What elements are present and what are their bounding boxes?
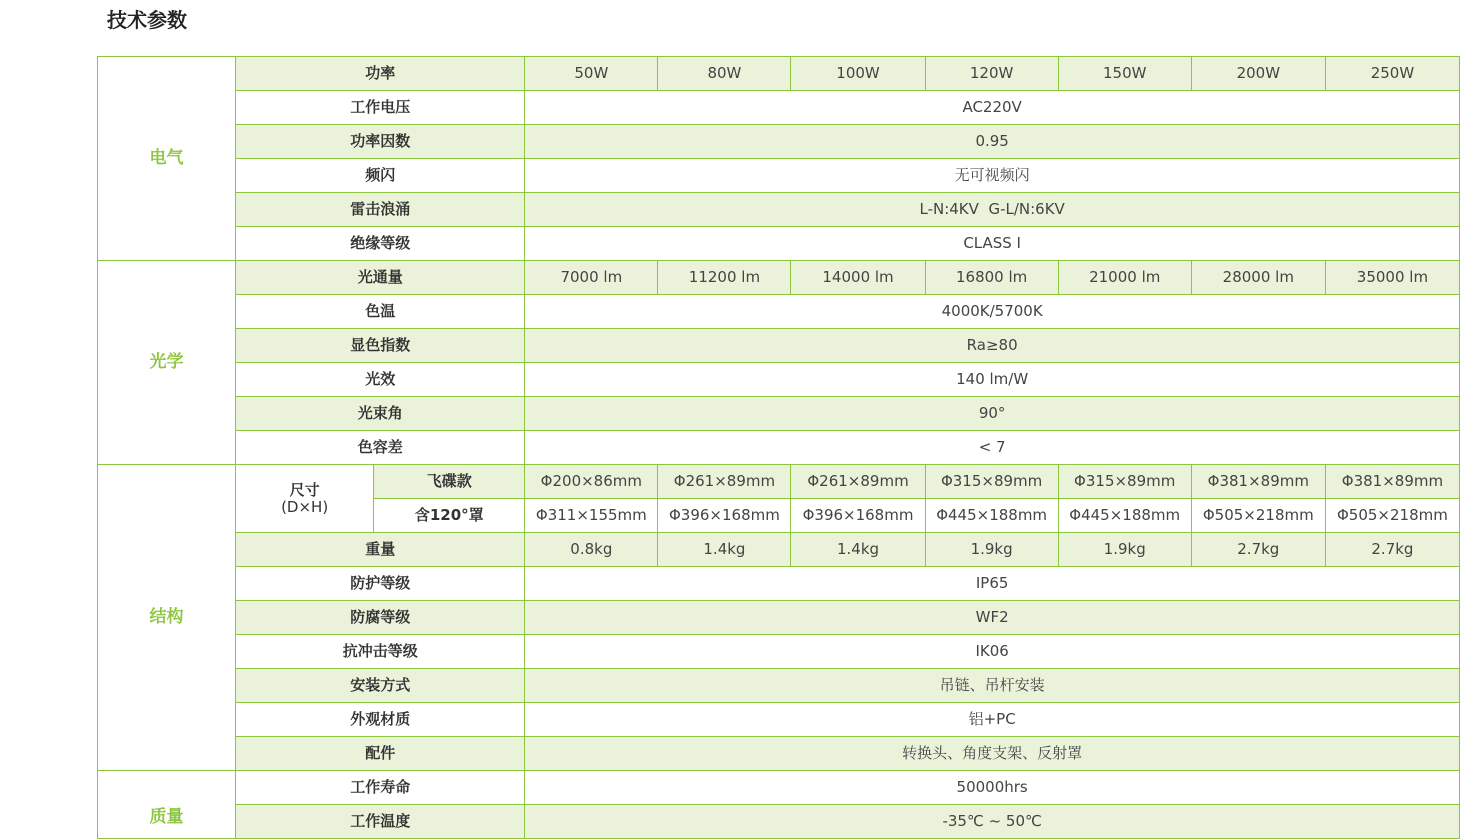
page-title: 技术参数 <box>107 8 187 32</box>
row-label: 频闪 <box>236 159 525 193</box>
table-cell: Φ311×155mm <box>525 499 658 533</box>
row-label: 光效 <box>236 363 525 397</box>
row-label: 防腐等级 <box>236 601 525 635</box>
row-label: 色容差 <box>236 431 525 465</box>
row-label: 光通量 <box>236 261 525 295</box>
row-cri <box>98 329 1460 363</box>
row-label: 光束角 <box>236 397 525 431</box>
row-material <box>98 703 1460 737</box>
table-cell: 4000K/5700K <box>525 295 1460 329</box>
table-cell: 100W <box>791 57 925 91</box>
table-cell: 28000 lm <box>1191 261 1325 295</box>
row-flux <box>98 261 1460 295</box>
category-optical: 光学 <box>98 261 236 465</box>
table-cell: Φ261×89mm <box>791 465 925 499</box>
table-cell: 1.9kg <box>1058 533 1191 567</box>
row-label: 防护等级 <box>236 567 525 601</box>
table-cell: 120W <box>925 57 1058 91</box>
table-cell: 0.8kg <box>525 533 658 567</box>
row-sublabel: 含120°罩 <box>374 499 525 533</box>
table-cell: Φ396×168mm <box>791 499 925 533</box>
table-cell: IK06 <box>525 635 1460 669</box>
table-cell: 0.95 <box>525 125 1460 159</box>
row-voltage <box>98 91 1460 125</box>
table-cell: 2.7kg <box>1191 533 1325 567</box>
row-power <box>98 57 1460 91</box>
table-cell: IP65 <box>525 567 1460 601</box>
table-cell: Φ445×188mm <box>1058 499 1191 533</box>
table-cell: < 7 <box>525 431 1460 465</box>
row-cct <box>98 295 1460 329</box>
spec-table <box>97 56 1460 839</box>
row-label: 重量 <box>236 533 525 567</box>
table-cell: Φ315×89mm <box>1058 465 1191 499</box>
table-cell: 21000 lm <box>1058 261 1191 295</box>
table-cell: Φ315×89mm <box>925 465 1058 499</box>
table-cell: 150W <box>1058 57 1191 91</box>
row-label: 功率因数 <box>236 125 525 159</box>
table-cell: Φ381×89mm <box>1325 465 1459 499</box>
row-label: 外观材质 <box>236 703 525 737</box>
row-temperature <box>98 805 1460 839</box>
row-insulation <box>98 227 1460 261</box>
table-cell: CLASS I <box>525 227 1460 261</box>
row-label: 工作电压 <box>236 91 525 125</box>
row-ik <box>98 635 1460 669</box>
size-label-unit: (D×H) <box>281 497 329 516</box>
table-cell: Φ505×218mm <box>1325 499 1459 533</box>
row-anticorrosion <box>98 601 1460 635</box>
row-label: 雷击浪涌 <box>236 193 525 227</box>
size-label-text: 尺寸 <box>289 480 320 499</box>
table-cell: 11200 lm <box>658 261 791 295</box>
row-size-ufo <box>98 465 1460 499</box>
table-cell: Φ261×89mm <box>658 465 791 499</box>
table-cell: Φ200×86mm <box>525 465 658 499</box>
row-sdcm <box>98 431 1460 465</box>
row-label: 安装方式 <box>236 669 525 703</box>
row-label: 抗冲击等级 <box>236 635 525 669</box>
table-cell: Φ505×218mm <box>1191 499 1325 533</box>
row-efficacy <box>98 363 1460 397</box>
table-cell: 7000 lm <box>525 261 658 295</box>
row-lifetime <box>98 771 1460 805</box>
row-surge <box>98 193 1460 227</box>
row-label: 显色指数 <box>236 329 525 363</box>
row-weight <box>98 533 1460 567</box>
table-cell: 转换头、角度支架、反射罩 <box>525 737 1460 771</box>
table-cell: WF2 <box>525 601 1460 635</box>
table-cell: Φ396×168mm <box>658 499 791 533</box>
table-cell: 35000 lm <box>1325 261 1459 295</box>
row-label: 色温 <box>236 295 525 329</box>
table-cell: 1.9kg <box>925 533 1058 567</box>
table-cell: 50W <box>525 57 658 91</box>
table-cell: 200W <box>1191 57 1325 91</box>
row-mounting <box>98 669 1460 703</box>
table-cell: 90° <box>525 397 1460 431</box>
table-cell: 14000 lm <box>791 261 925 295</box>
table-cell: -35℃ ~ 50℃ <box>525 805 1460 839</box>
row-beam <box>98 397 1460 431</box>
table-cell: 50000hrs <box>525 771 1460 805</box>
table-cell: AC220V <box>525 91 1460 125</box>
table-cell: 1.4kg <box>791 533 925 567</box>
row-accessories <box>98 737 1460 771</box>
row-ip <box>98 567 1460 601</box>
row-label: 绝缘等级 <box>236 227 525 261</box>
table-cell: Ra≥80 <box>525 329 1460 363</box>
table-cell: 140 lm/W <box>525 363 1460 397</box>
row-flicker <box>98 159 1460 193</box>
row-label: 工作温度 <box>236 805 525 839</box>
table-cell: 吊链、吊杆安装 <box>525 669 1460 703</box>
table-cell: 1.4kg <box>658 533 791 567</box>
size-label <box>236 465 374 533</box>
row-sublabel: 飞碟款 <box>374 465 525 499</box>
row-label: 工作寿命 <box>236 771 525 805</box>
category-structure: 结构 <box>98 465 236 771</box>
table-cell: 80W <box>658 57 791 91</box>
table-cell: 2.7kg <box>1325 533 1459 567</box>
category-quality: 质量 <box>98 771 236 839</box>
table-cell: Φ445×188mm <box>925 499 1058 533</box>
table-cell: 铝+PC <box>525 703 1460 737</box>
table-cell: L-N:4KV G-L/N:6KV <box>525 193 1460 227</box>
row-label: 配件 <box>236 737 525 771</box>
row-label: 功率 <box>236 57 525 91</box>
table-cell: Φ381×89mm <box>1191 465 1325 499</box>
table-cell: 16800 lm <box>925 261 1058 295</box>
table-cell: 250W <box>1325 57 1459 91</box>
row-power-factor <box>98 125 1460 159</box>
table-cell: 无可视频闪 <box>525 159 1460 193</box>
category-electrical: 电气 <box>98 57 236 261</box>
